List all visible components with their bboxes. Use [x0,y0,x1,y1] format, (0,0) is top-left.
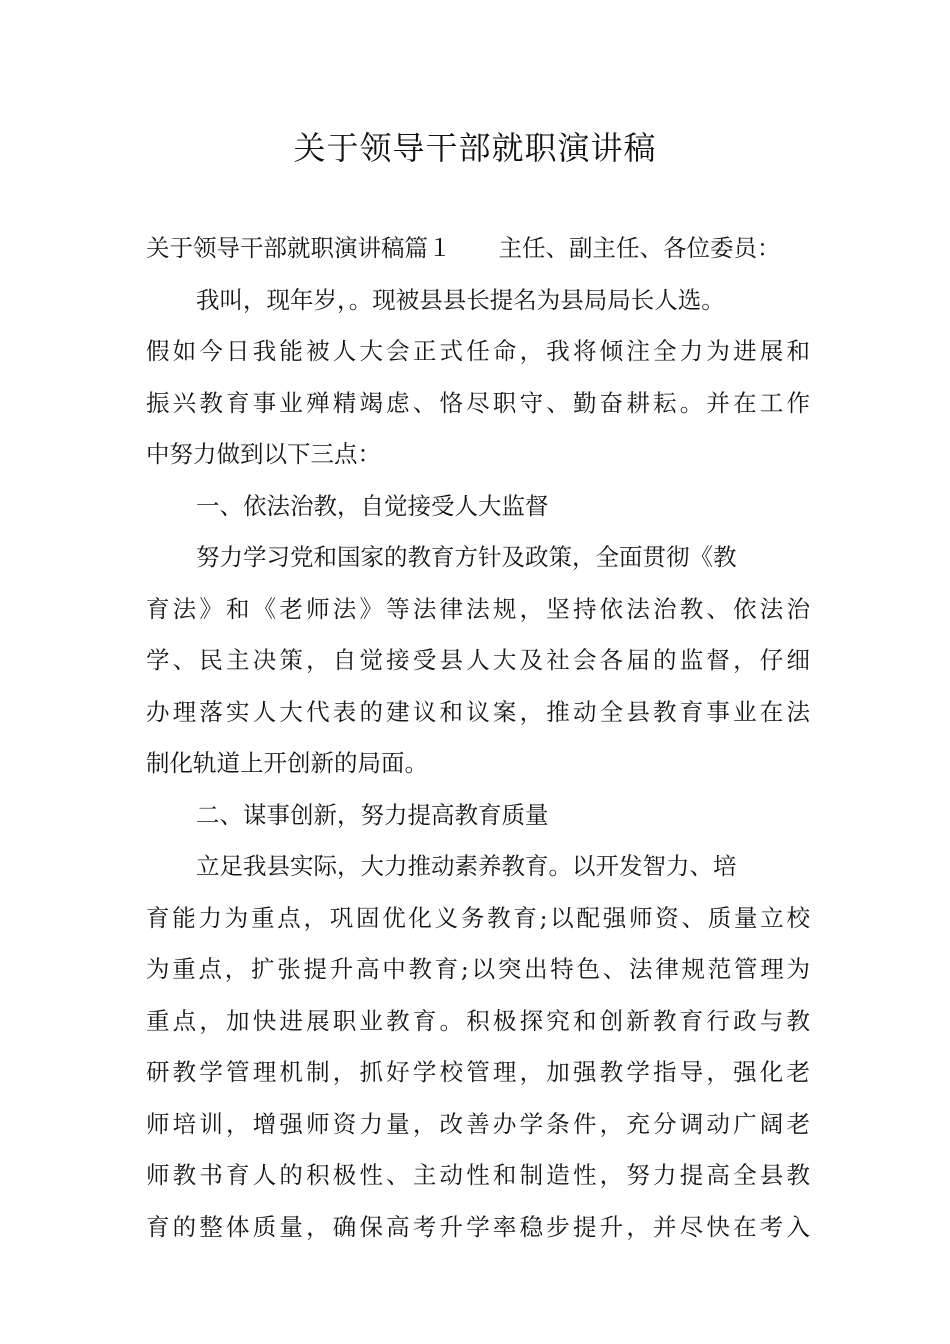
document-title: 关于领导干部就职演讲稿 [293,129,657,167]
paragraph-line: 假如今日我能被人大会正式任命，我将倾注全力为进展和 [146,337,810,365]
paragraph-line: 重点，加快进展职业教育。积极探究和创新教育行政与教 [146,1006,810,1035]
paragraph-line: 振兴教育事业殚精竭虑、恪尽职守、勤奋耕耘。并在工作 [146,388,810,417]
paragraph-line: 中努力做到以下三点： [146,440,381,468]
section-heading: 二、谋事创新，努力提高教育质量 [196,800,549,829]
paragraph-line: 学、民主决策，自觉接受县人大及社会各届的监督，仔细 [146,646,810,674]
paragraph-line: 办理落实人大代表的建议和议案，推动全县教育事业在法 [146,697,810,726]
paragraph-line: 我叫，现年岁，。现被县县长提名为县局局长人选。 [196,285,725,314]
document-body [146,223,810,1253]
paragraph-line: 师培训，增强师资力量，改善办学条件，充分调动广阔老 [146,1109,810,1138]
section-heading: 一、依法治教，自觉接受人大监督 [196,491,549,520]
speech-heading-line: 关于领导干部就职演讲稿篇１ 主任、副主任、各位委员： [146,234,781,262]
paragraph-line: 师教书育人的积极性、主动性和制造性，努力提高全县教 [146,1161,810,1189]
paragraph-line: 为重点，扩张提升高中教育;以突出特色、法律规范管理为 [146,955,810,983]
paragraph-line: 制化轨道上开创新的局面。 [146,749,428,777]
paragraph-line: 研教学管理机制，抓好学校管理，加强教学指导，强化老 [146,1058,810,1086]
paragraph-line: 育法》和《老师法》等法律法规，坚持依法治教、依法治 [146,594,810,623]
paragraph-line: 努力学习党和国家的教育方针及政策，全面贯彻《教 [196,543,737,571]
paragraph-line: 立足我县实际，大力推动素养教育。以开发智力、培 [196,852,737,880]
paragraph-line: 育的整体质量，确保高考升学率稳步提升，并尽快在考入 [146,1212,810,1241]
paragraph-line: 育能力为重点，巩固优化义务教育;以配强师资、质量立校 [146,903,810,932]
